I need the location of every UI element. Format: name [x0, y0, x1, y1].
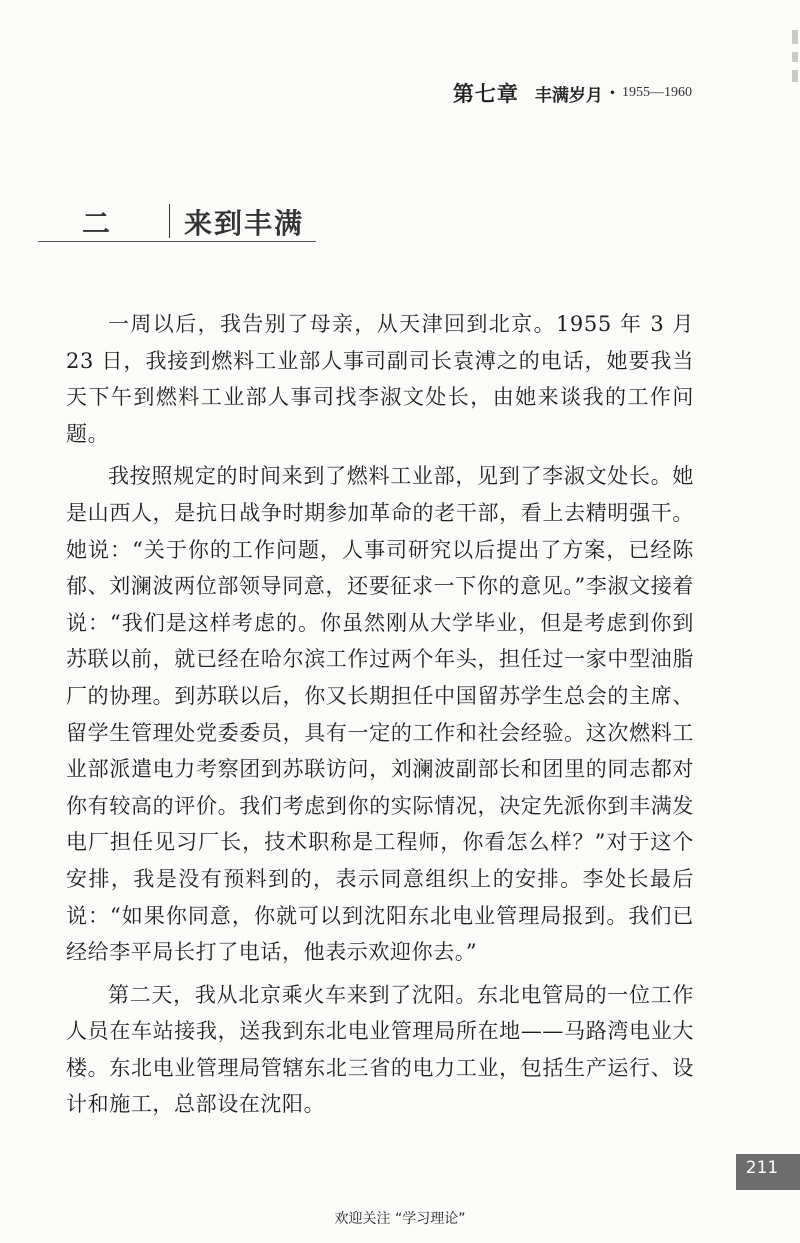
footer-note: 欢迎关注 “学习理论” — [334, 1211, 466, 1227]
paragraph: 我按照规定的时间来到了燃料工业部，见到了李淑文处长。她是山西人，是抗日战争时期参加革命的老干部，看上去精明强干。她说：“关于你的工作问题，人事司研究以后提出了方案，已经陈郁、刘澜波两位部领导同意，还要征求一下你的意见。”李淑文接着说：“我们是这样考虑的。你虽然刚从大学毕业，但是考虑到你到苏联以前，就已经在哈尔滨工作过两个年头，担任过一家中型油脂厂的协理。到苏联以后，你又长期担任中国留苏学生总会的主席、留学生管理处党委委员，具有一定的工作和社会经验。这次燃料工业部派遣电力考察团到苏联访问，刘澜波副部长和团里的同志都对你有较高的评价。我们考虑到你的实际情况，决定先派你到丰满发电厂担任见习厂长，技术职称是工程师，你看怎么样？”对于这个安排，我是没有预料到的，表示同意组织上的安排。李处长最后说：“如果你同意，你就可以到沈阳东北电业管理局报到。我们已经给李平局长打了电话，他表示欢迎你去。” — [66, 464, 694, 965]
section-number: 二 — [82, 207, 111, 240]
section-heading — [38, 202, 316, 242]
paragraph: 一周以后，我告别了母亲，从天津回到北京。1955 年 3 月 23 日，我接到燃料工业部人事司副司长袁溥之的电话，她要我当天下午到燃料工业部人事司找李淑文处长，由她来谈我的工作问题。 — [66, 312, 694, 446]
chapter-title: 丰满岁月 — [534, 85, 603, 106]
chapter-number: 第七章 — [452, 82, 519, 106]
scan-edge-mark — [792, 70, 798, 82]
section-title: 来到丰满 — [184, 207, 305, 240]
scan-edge-mark — [792, 52, 798, 62]
section-divider — [169, 204, 170, 238]
body-text — [66, 306, 694, 1129]
paragraph: 第二天，我从北京乘火车来到了沈阳。东北电管局的一位工作人员在车站接我，送我到东北电业管理局所在地——马路湾电业大楼。东北电业管理局管辖东北三省的电力工业，包括生产运行、设计和施工，总部设在沈阳。 — [66, 982, 694, 1117]
header-separator: • — [608, 86, 616, 100]
page-number: 211 — [745, 1158, 779, 1178]
section-underline — [38, 241, 316, 242]
scan-edge-mark — [792, 30, 798, 44]
chapter-years: 1955—1960 — [622, 85, 692, 100]
running-header — [453, 78, 692, 108]
